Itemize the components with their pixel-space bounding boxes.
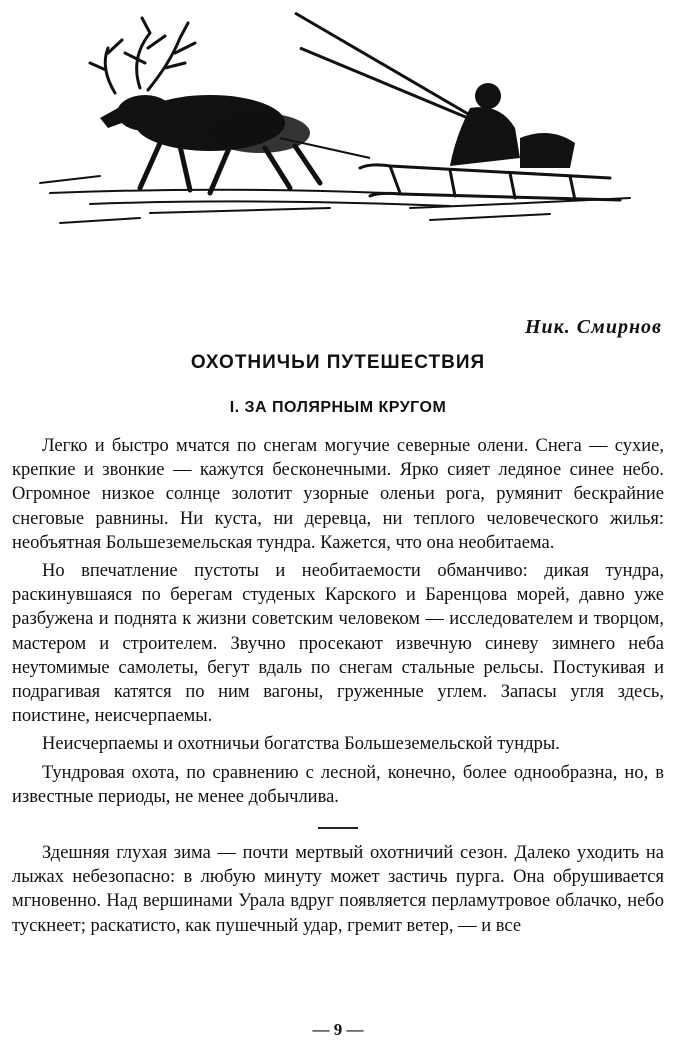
chapter-heading: I. ЗА ПОЛЯРНЫМ КРУГОМ bbox=[229, 399, 447, 416]
section-divider bbox=[318, 827, 358, 829]
paragraph: Тундровая охота, по сравнению с лесной, конечно, более однообразна, но, в известные периоды, не менее добычлива. bbox=[12, 762, 664, 807]
author-name: Ник. Смирнов bbox=[524, 316, 662, 338]
body-text bbox=[12, 434, 664, 942]
paragraph: Неисчерпаемы и охотничьи богатства Большеземельской тундры. bbox=[42, 734, 560, 755]
paragraph: Здешняя глухая зима — почти мертвый охотничий сезон. Далеко уходить на лыжах небезопасно: в любую минуту может застичь пурга. Она обрушивается мгновенно. Над вершинами Урала вдруг появляется перламутровое облачко, небо тускнеет; раскатисто, как пушечный удар, гремит ветер, — и все bbox=[12, 843, 664, 936]
paragraph: Легко и быстро мчатся по снегам могучие северные олени. Снега — сухие, крепкие и звонкие — кажутся бесконечными. Ярко сияет ледяное синее небо. Огромное низкое солнце золотит узорные оленьи рога, румянит бескрайние снеговые равнины. Ни куста, ни деревца, ни теплого человеческого жилья: необъятная Большеземельская тундра. Кажется, что она необитаема. bbox=[12, 436, 664, 553]
page-title: ОХОТНИЧЬИ ПУТЕШЕСТВИЯ bbox=[190, 352, 486, 373]
page-number: — 9 — bbox=[312, 1020, 364, 1039]
paragraph: Но впечатление пустоты и необитаемости обманчиво: дикая тундра, раскинувшаяся по берегам студеных Карского и Баренцова морей, давно уже разбужена и поднята к жизни советским человеком — исследователем и творцом, мастером и строителем. Звучно просекают извечную синеву зимнего неба неутомимые самолеты, бегут вдаль по снегам стальные рельсы. Постукивая и подрагивая катятся по ним вагоны, груженные углем. Запасы угля здесь, поистине, неисчерпаемы. bbox=[12, 561, 664, 727]
reindeer-sled-illustration-icon bbox=[30, 8, 640, 258]
